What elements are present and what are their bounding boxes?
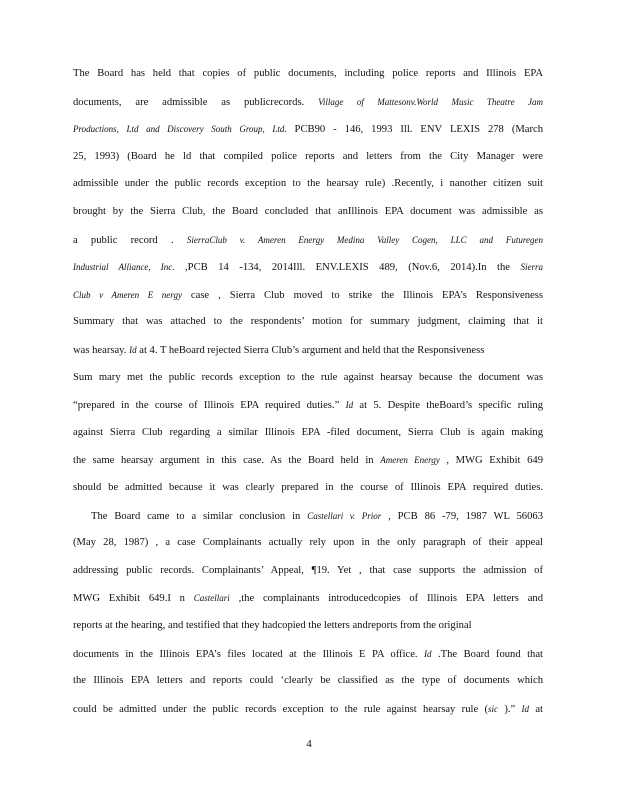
citation-italic: Productions, Ltd and Discovery South Group, Ltd. [73,124,287,135]
text-run: documents in the Illinois EPA’s files located at the Illinois E PA office. [73,648,425,660]
citation-italic: sic [488,703,498,714]
page-number: 4 [306,738,312,750]
text-run: , MWG Exhibit 649 [439,455,543,467]
text-run: at [529,703,543,715]
text-line [73,150,543,164]
text-line [73,67,543,81]
text-line [73,398,543,413]
text-line [73,564,543,578]
text-line [73,647,543,662]
citation-italic: Id [521,703,530,714]
text-run: “prepared in the course of Illinois EPA required duties.” [73,400,346,412]
citation-italic: Village of Mattesonv.World Music Theatre Jam [318,96,543,107]
text-line [73,122,543,137]
text-line [73,481,543,495]
text-run: the Illinois EPA letters and reports could ‘clearly be classified as the type of documents which [73,675,543,687]
text-run: documents, are admissible as publicrecords. [73,96,319,108]
text-line [73,371,543,385]
text-run: ,the complainants introducedcopies of Illinois EPA letters and [229,593,544,605]
text-run: should be admitted because it was clearly prepared in the course of Illinois EPA required duties. [73,482,543,493]
text-run: 25, 1993) (Board he ld that compiled police reports and letters from the City Manager were [73,150,543,162]
text-line [73,260,543,275]
text-run: (May 28, 1987) , a case Complainants actually rely upon in the only paragraph of their appeal [73,537,543,549]
text-run: a public record . [73,234,187,246]
text-line [73,205,543,219]
text-run: ,PCB 14 -134, 2014Ill. ENV.LEXIS 489, (Nov.6, 2014).In the [174,262,521,274]
citation-italic: Id [345,400,354,411]
citation-italic: Club v Ameren E nergy [73,289,182,300]
text-line [73,426,543,440]
text-run: against Sierra Club regarding a similar Illinois EPA -filed document, Sierra Club is again making [73,426,543,438]
text-line [73,591,543,606]
text-run: could be admitted under the public records exception to the rule against hearsay rule ( [73,703,488,715]
text-run: The Board has held that copies of public documents, including police reports and Illinois EPA [73,68,543,79]
citation-italic: Castellari [193,593,230,604]
citation-italic: Castellari v. Prior [307,510,382,521]
text-run: ).” [498,703,522,715]
text-run: PCB90 - 146, 1993 Ill. ENV LEXIS 278 (March [286,124,543,136]
text-line [73,702,543,717]
text-run: admissible under the public records exception to the hearsay rule) .Recently, i nanother citizen suit [73,178,543,190]
text-line [73,95,543,110]
text-run: was hearsay. [73,345,130,356]
text-run: , PCB 86 -79, 1987 WL 56063 [381,510,543,522]
text-line [73,453,543,468]
text-run: brought by the Sierra Club, the Board concluded that anIllinois EPA document was admissible as [73,206,543,217]
text-run: The Board came to a similar conclusion in [91,510,308,522]
text-run: MWG Exhibit 649.I n [73,593,194,605]
text-line [73,288,543,303]
text-run: at 5. Despite theBoard’s specific ruling [353,400,543,412]
text-run: case , Sierra Club moved to strike the Illinois EPA’s Responsiveness [181,289,543,301]
text-line [73,233,543,248]
text-line [73,536,543,550]
citation-italic: Industrial Alliance, Inc. [73,262,175,273]
text-line [73,177,543,191]
text-run: Sum mary met the public records exception to the rule against hearsay because the document was [73,371,543,383]
text-run: the same hearsay argument in this case. As the Board held in [73,455,381,467]
text-run: reports at the hearing, and testified that they hadcopied the letters andreports from the original [73,620,472,631]
text-line [73,315,543,329]
text-line [91,509,543,524]
citation-italic: Sierra [520,262,544,273]
citation-italic: Id [424,648,432,659]
citation-italic: Ameren Energy [380,455,440,466]
citation-italic: Id [129,345,137,355]
text-run: addressing public records. Complainants’ Appeal, ¶19. Yet , that case supports the admission of [73,564,543,576]
text-run: at 4. T heBoard rejected Sierra Club’s argument and held that the Responsiveness [136,345,485,356]
text-run: .The Board found that [431,648,543,660]
text-run: Summary that was attached to the respondents’ motion for summary judgment, claiming that it [73,316,543,328]
text-line [73,674,543,688]
text-line [73,619,543,633]
citation-italic: SierraClub v. Ameren Energy Medina Valley Cogen, LLC and Futuregen [186,234,543,245]
text-line [73,343,543,358]
